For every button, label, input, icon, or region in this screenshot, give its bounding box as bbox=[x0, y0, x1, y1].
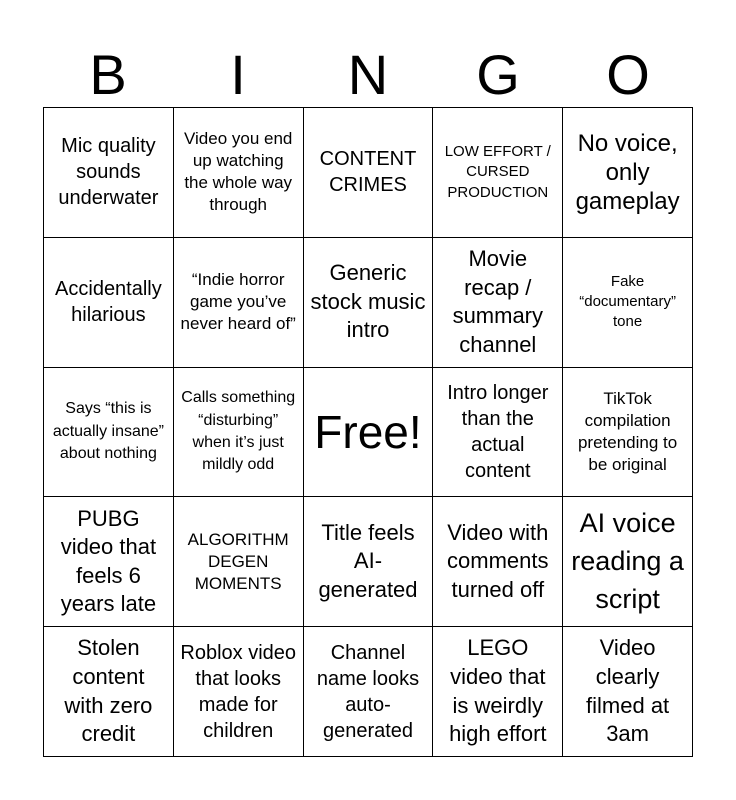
cell-text: No voice, only gameplay bbox=[575, 129, 680, 216]
cell-text: Movie recap / summary channel bbox=[452, 246, 544, 357]
bingo-cell[interactable] bbox=[44, 108, 174, 238]
cell-text: Roblox video that looks made for children bbox=[180, 641, 296, 742]
bingo-cell[interactable] bbox=[44, 627, 174, 757]
cell-text: Mic quality sounds underwater bbox=[58, 135, 159, 210]
cell-text: Intro longer than the actual content bbox=[447, 381, 549, 482]
bingo-cell[interactable] bbox=[563, 497, 693, 627]
bingo-cell[interactable] bbox=[563, 108, 693, 238]
cell-text: Accidentally hilarious bbox=[55, 278, 162, 327]
bingo-cell[interactable] bbox=[44, 238, 174, 368]
bingo-header bbox=[43, 42, 693, 108]
cell-text: Channel name looks auto-generated bbox=[316, 641, 420, 742]
bingo-cell[interactable] bbox=[44, 368, 174, 498]
bingo-cell[interactable] bbox=[433, 238, 563, 368]
bingo-cell[interactable] bbox=[304, 627, 434, 757]
header-letter-o: O bbox=[606, 43, 650, 106]
free-space-label: Free! bbox=[314, 405, 422, 458]
cell-text: Says “this is actually insane” about nothing bbox=[52, 400, 164, 463]
bingo-cell[interactable] bbox=[174, 108, 304, 238]
header-letter-g: G bbox=[476, 43, 520, 106]
bingo-cell[interactable] bbox=[563, 238, 693, 368]
cell-text: Calls something “disturbing” when it’s just mildly odd bbox=[181, 389, 296, 474]
bingo-cell[interactable] bbox=[304, 497, 434, 627]
bingo-cell[interactable] bbox=[563, 368, 693, 498]
bingo-cell[interactable] bbox=[563, 627, 693, 757]
bingo-cell[interactable] bbox=[174, 238, 304, 368]
bingo-grid bbox=[43, 107, 693, 757]
free-space-cell[interactable] bbox=[304, 368, 434, 498]
bingo-cell[interactable] bbox=[304, 108, 434, 238]
cell-text: Video clearly filmed at 3am bbox=[586, 635, 670, 747]
header-letter-i: I bbox=[230, 43, 246, 106]
bingo-cell[interactable] bbox=[304, 238, 434, 368]
bingo-cell[interactable] bbox=[44, 497, 174, 627]
bingo-cell[interactable] bbox=[174, 627, 304, 757]
cell-text: LEGO video that is weirdly high effort bbox=[449, 635, 547, 747]
cell-text: PUBG video that feels 6 years late bbox=[60, 505, 157, 617]
bingo-cell[interactable] bbox=[174, 497, 304, 627]
cell-text: Fake “documentary” tone bbox=[579, 272, 676, 331]
header-letter-b: B bbox=[89, 43, 127, 106]
header-letter-n: N bbox=[347, 43, 389, 106]
bingo-cell[interactable] bbox=[433, 497, 563, 627]
cell-text: Stolen content with zero credit bbox=[64, 635, 153, 747]
cell-text: TikTok compilation pretending to be original bbox=[577, 388, 678, 475]
bingo-cell[interactable] bbox=[174, 368, 304, 498]
bingo-cell[interactable] bbox=[433, 368, 563, 498]
cell-text: AI voice reading a script bbox=[571, 508, 684, 614]
cell-text: Generic stock music intro bbox=[310, 260, 426, 343]
cell-text: CONTENT CRIMES bbox=[319, 148, 417, 197]
cell-text: ALGORITHM DEGEN MOMENTS bbox=[187, 529, 289, 593]
bingo-cell[interactable] bbox=[433, 108, 563, 238]
cell-text: Video with comments turned off bbox=[447, 519, 549, 603]
cell-text: LOW EFFORT / CURSED PRODUCTION bbox=[444, 143, 551, 201]
bingo-cell[interactable] bbox=[433, 627, 563, 757]
cell-text: Title feels AI-generated bbox=[318, 519, 418, 603]
cell-text: “Indie horror game you’ve never heard of” bbox=[180, 270, 296, 334]
cell-text: Video you end up watching the whole way through bbox=[183, 129, 293, 215]
